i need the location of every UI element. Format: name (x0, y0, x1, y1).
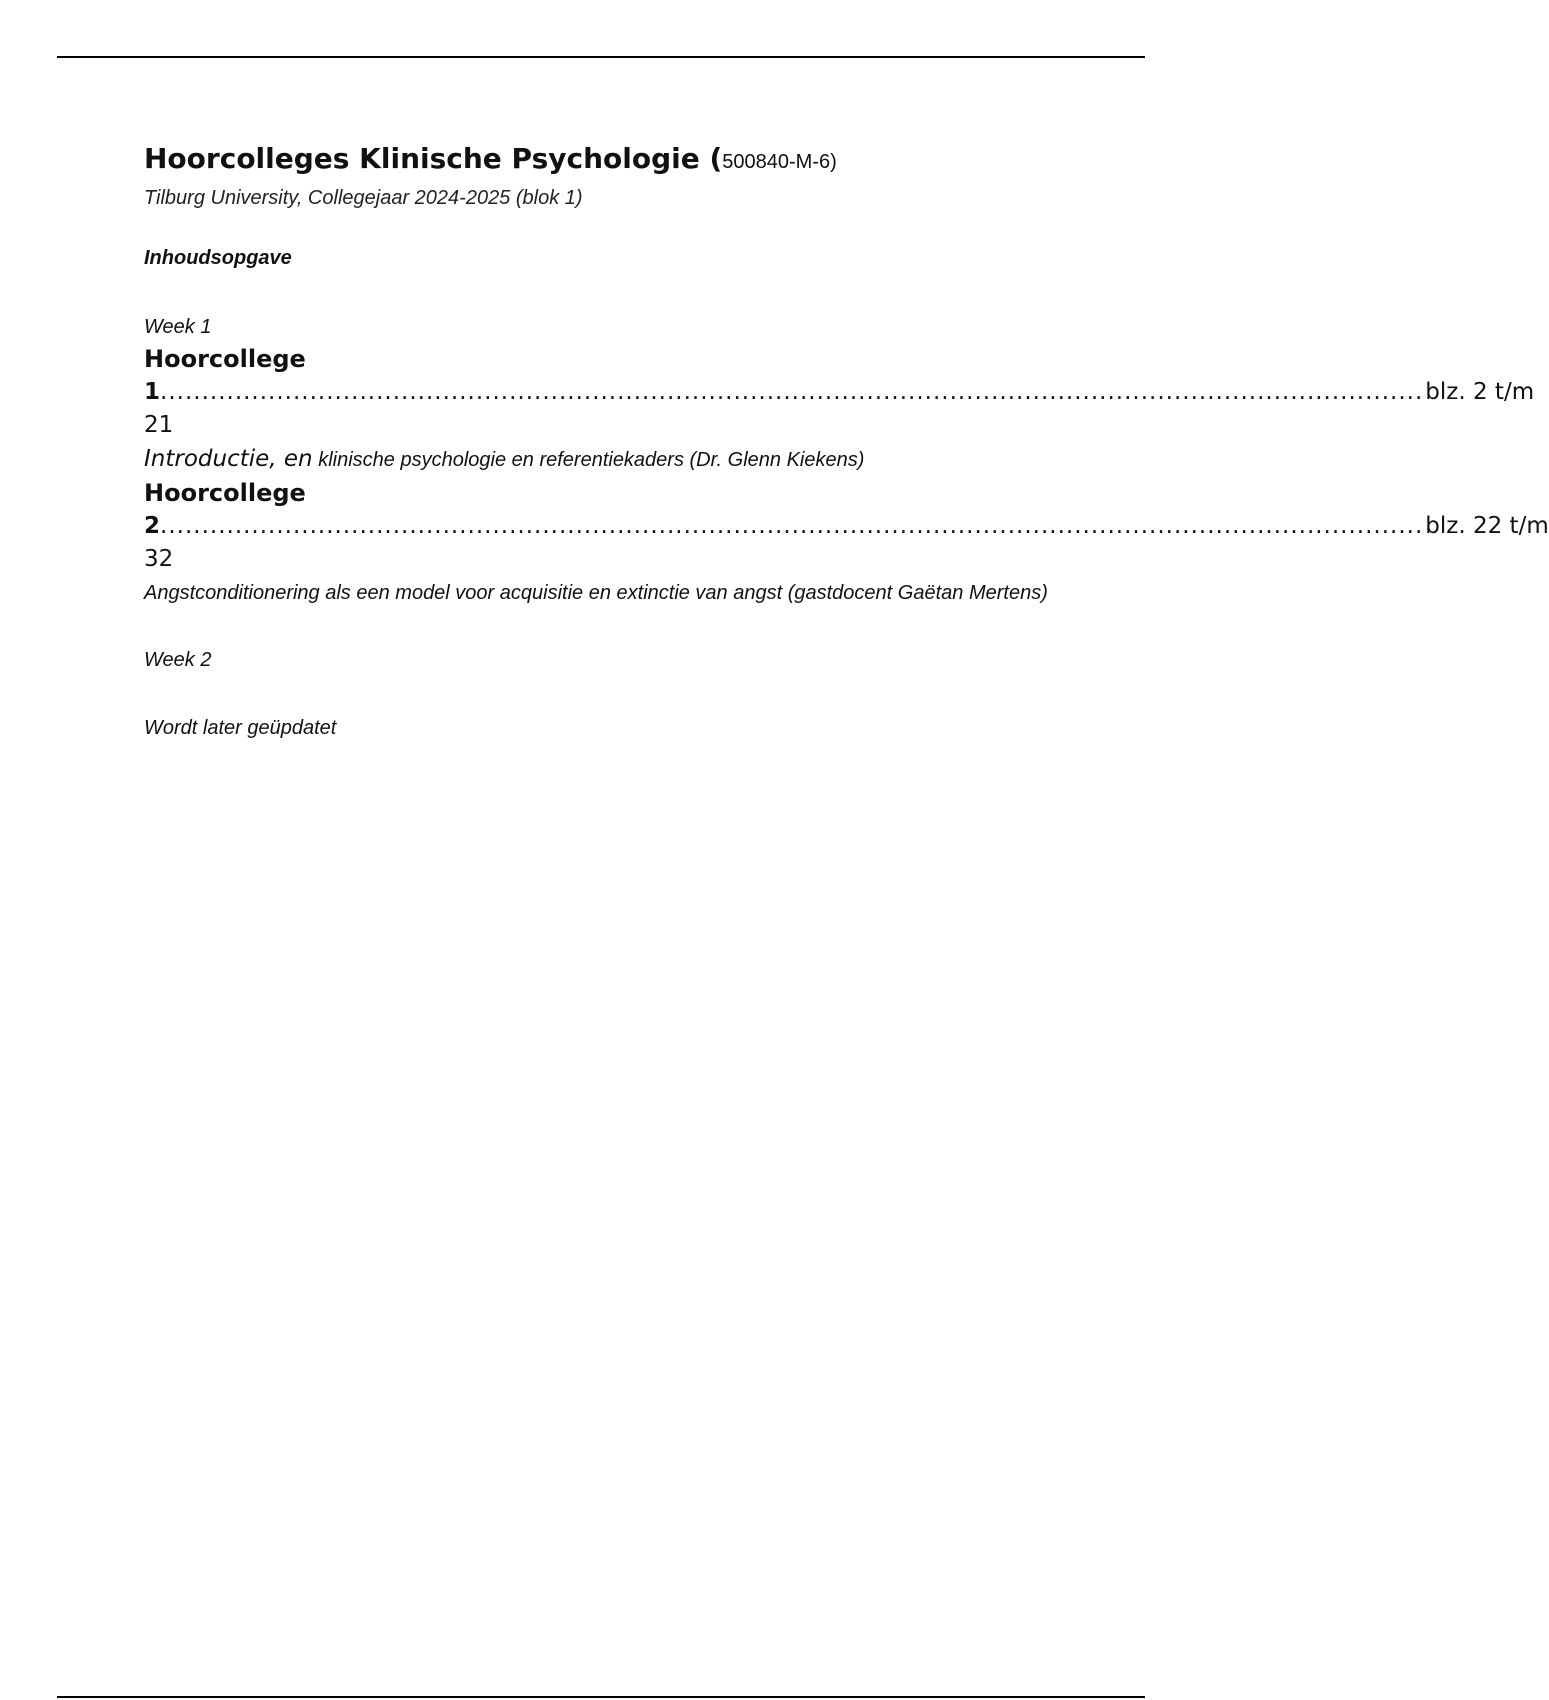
document-title (144, 140, 1064, 181)
page-range: blz. 2 t/m (1425, 379, 1535, 405)
page-range-end: 32 (144, 546, 174, 572)
update-note: Wordt later geüpdatet (144, 717, 337, 739)
lecture-number: 2 (144, 513, 161, 539)
footer-rule (57, 1696, 1145, 1698)
page-range: blz. 22 t/m (1425, 513, 1549, 539)
toc-heading: Inhoudsopgave (144, 247, 292, 269)
page-range-end: 21 (144, 412, 174, 438)
week-1-label: Week 1 (144, 316, 212, 338)
lecture-line (144, 376, 1535, 409)
toc-entry-lecture-2[interactable] (144, 477, 1549, 610)
lecture-number: 1 (144, 379, 161, 405)
description-rest: klinische psychologie en referentiekaders (Dr. Glenn Kiekens) (318, 449, 865, 471)
document-page (144, 140, 1549, 744)
header-rule (57, 56, 1145, 58)
leader-dots: ........................................................................................................................................................ (160, 379, 1424, 405)
document-subtitle: Tilburg University, Collegejaar 2024-2025 (blok 1) (144, 187, 583, 209)
lecture-title: Hoorcollege (144, 479, 306, 507)
description-lead: Introductie, en (144, 446, 313, 472)
week-2-label: Week 2 (144, 649, 212, 671)
toc-entry-lecture-1[interactable] (144, 343, 1535, 477)
lecture-line (144, 510, 1549, 543)
lecture-title: Hoorcollege (144, 345, 306, 373)
lecture-description (144, 442, 1064, 477)
course-code: 500840-M-6) (722, 151, 837, 173)
title-text: Hoorcolleges Klinische Psychologie ( (144, 142, 723, 175)
leader-dots: ........................................................................................................................................................ (160, 513, 1424, 539)
lecture-description: Angstconditionering als een model voor acquisitie en extinctie van angst (gastdocent Gaëtan Mertens) (144, 582, 1048, 604)
